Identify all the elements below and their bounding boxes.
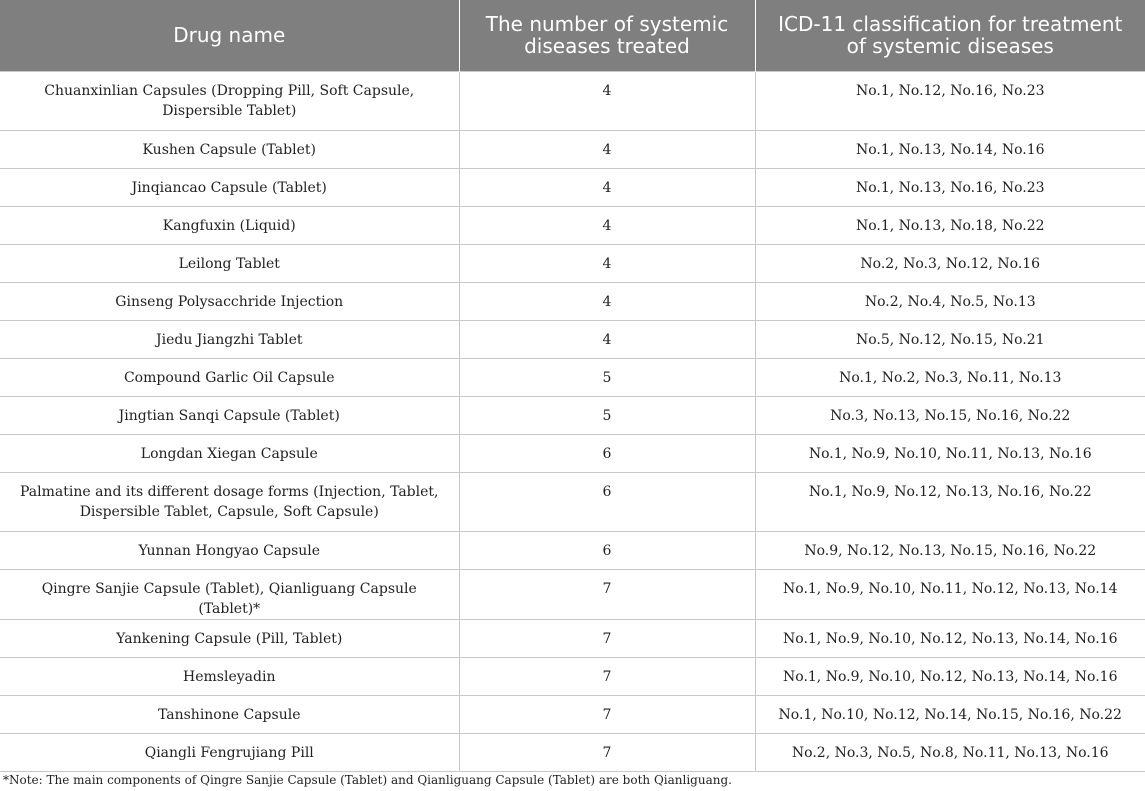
drug-name-cell: Qiangli Fengrujiang Pill bbox=[0, 733, 459, 771]
icd-cell: No.2, No.3, No.12, No.16 bbox=[755, 244, 1145, 282]
drug-name-cell: Jiedu Jiangzhi Tablet bbox=[0, 320, 459, 358]
disease-count-cell: 4 bbox=[459, 206, 755, 244]
disease-count-cell: 7 bbox=[459, 657, 755, 695]
disease-count-cell: 7 bbox=[459, 619, 755, 657]
table-row bbox=[0, 472, 1145, 531]
header-disease-count: The number of systemic diseases treated bbox=[459, 0, 755, 71]
disease-count-cell: 5 bbox=[459, 396, 755, 434]
disease-count-cell: 5 bbox=[459, 358, 755, 396]
table-row bbox=[0, 695, 1145, 733]
icd-cell: No.1, No.9, No.12, No.13, No.16, No.22 bbox=[755, 472, 1145, 531]
drug-name-cell: Hemsleyadin bbox=[0, 657, 459, 695]
table-row bbox=[0, 733, 1145, 771]
table-row bbox=[0, 657, 1145, 695]
disease-count-cell: 4 bbox=[459, 244, 755, 282]
table-row bbox=[0, 434, 1145, 472]
table-row bbox=[0, 71, 1145, 130]
icd-cell: No.2, No.4, No.5, No.13 bbox=[755, 282, 1145, 320]
table-row bbox=[0, 168, 1145, 206]
drug-name-cell: Palmatine and its different dosage forms (Injection, Tablet, Dispersible Tablet, Capsule, Soft Capsule) bbox=[0, 472, 459, 531]
table-footnote: *Note: The main components of Qingre Sanjie Capsule (Tablet) and Qianliguang Capsule (Tablet) are both Qianliguang. bbox=[3, 773, 732, 787]
table-row bbox=[0, 531, 1145, 569]
drug-name-cell: Longdan Xiegan Capsule bbox=[0, 434, 459, 472]
disease-count-cell: 7 bbox=[459, 569, 755, 619]
icd-cell: No.1, No.9, No.10, No.12, No.13, No.14, No.16 bbox=[755, 619, 1145, 657]
disease-count-cell: 4 bbox=[459, 168, 755, 206]
table-row bbox=[0, 619, 1145, 657]
drug-name-cell: Kangfuxin (Liquid) bbox=[0, 206, 459, 244]
icd-cell: No.1, No.12, No.16, No.23 bbox=[755, 71, 1145, 130]
drug-name-cell: Yankening Capsule (Pill, Tablet) bbox=[0, 619, 459, 657]
icd-cell: No.1, No.13, No.18, No.22 bbox=[755, 206, 1145, 244]
icd-cell: No.1, No.9, No.10, No.11, No.13, No.16 bbox=[755, 434, 1145, 472]
table-header bbox=[0, 0, 1145, 71]
icd-cell: No.2, No.3, No.5, No.8, No.11, No.13, No.16 bbox=[755, 733, 1145, 771]
drug-name-cell: Jinqiancao Capsule (Tablet) bbox=[0, 168, 459, 206]
table-row bbox=[0, 130, 1145, 168]
drug-name-cell: Tanshinone Capsule bbox=[0, 695, 459, 733]
disease-count-cell: 6 bbox=[459, 531, 755, 569]
table-row bbox=[0, 282, 1145, 320]
drug-name-cell: Kushen Capsule (Tablet) bbox=[0, 130, 459, 168]
icd-cell: No.3, No.13, No.15, No.16, No.22 bbox=[755, 396, 1145, 434]
header-drug-name: Drug name bbox=[0, 0, 459, 71]
drug-name-cell: Compound Garlic Oil Capsule bbox=[0, 358, 459, 396]
icd-cell: No.1, No.10, No.12, No.14, No.15, No.16, No.22 bbox=[755, 695, 1145, 733]
table-row bbox=[0, 244, 1145, 282]
icd-cell: No.1, No.13, No.14, No.16 bbox=[755, 130, 1145, 168]
disease-count-cell: 6 bbox=[459, 434, 755, 472]
disease-count-cell: 4 bbox=[459, 130, 755, 168]
table-row bbox=[0, 396, 1145, 434]
header-icd-classification: ICD-11 classification for treatment of systemic diseases bbox=[755, 0, 1145, 71]
drug-name-cell: Jingtian Sanqi Capsule (Tablet) bbox=[0, 396, 459, 434]
disease-count-cell: 6 bbox=[459, 472, 755, 531]
icd-cell: No.5, No.12, No.15, No.21 bbox=[755, 320, 1145, 358]
table-row bbox=[0, 569, 1145, 619]
drug-name-cell: Chuanxinlian Capsules (Dropping Pill, Soft Capsule, Dispersible Tablet) bbox=[0, 71, 459, 130]
icd-cell: No.1, No.2, No.3, No.11, No.13 bbox=[755, 358, 1145, 396]
table-row bbox=[0, 358, 1145, 396]
icd-cell: No.1, No.9, No.10, No.12, No.13, No.14, No.16 bbox=[755, 657, 1145, 695]
disease-count-cell: 4 bbox=[459, 320, 755, 358]
header-row bbox=[0, 0, 1145, 71]
icd-cell: No.1, No.13, No.16, No.23 bbox=[755, 168, 1145, 206]
icd-cell: No.9, No.12, No.13, No.15, No.16, No.22 bbox=[755, 531, 1145, 569]
disease-count-cell: 7 bbox=[459, 733, 755, 771]
disease-count-cell: 4 bbox=[459, 282, 755, 320]
table-row bbox=[0, 320, 1145, 358]
disease-count-cell: 4 bbox=[459, 71, 755, 130]
icd-cell: No.1, No.9, No.10, No.11, No.12, No.13, No.14 bbox=[755, 569, 1145, 619]
table-body bbox=[0, 71, 1145, 771]
disease-count-cell: 7 bbox=[459, 695, 755, 733]
drug-name-cell: Yunnan Hongyao Capsule bbox=[0, 531, 459, 569]
drug-name-cell: Leilong Tablet bbox=[0, 244, 459, 282]
drug-name-cell: Ginseng Polysacchride Injection bbox=[0, 282, 459, 320]
drug-name-cell: Qingre Sanjie Capsule (Tablet), Qianliguang Capsule (Tablet)* bbox=[0, 569, 459, 619]
table-row bbox=[0, 206, 1145, 244]
